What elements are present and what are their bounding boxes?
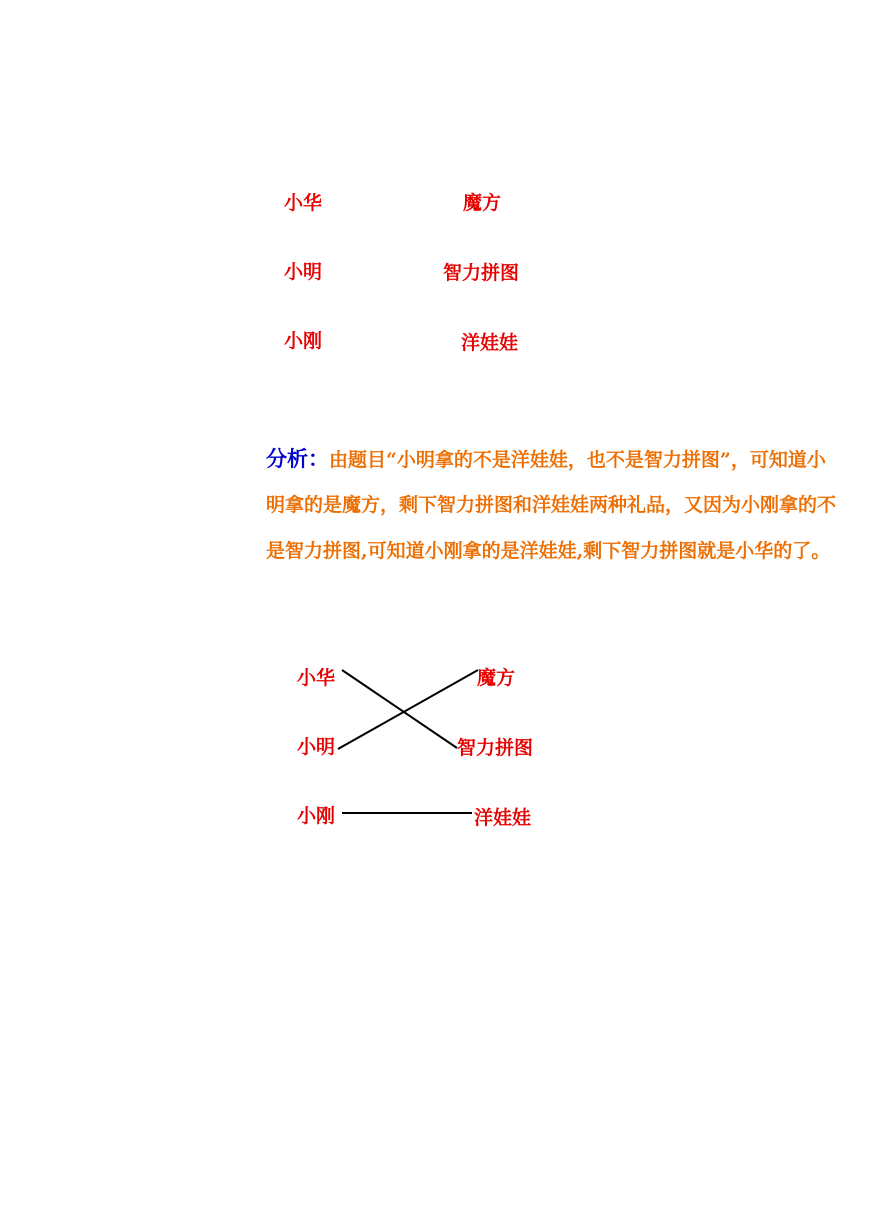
question-name-xiaohua: 小华 <box>284 192 323 214</box>
question-gift-puzzle: 智力拼图 <box>443 262 520 284</box>
question-gift-rubiks-cube: 魔方 <box>463 192 502 214</box>
answer-name-xiaoming: 小明 <box>297 736 336 758</box>
question-name-xiaoming: 小明 <box>284 261 323 283</box>
answer-gift-doll: 洋娃娃 <box>474 807 532 829</box>
answer-name-xiaohua: 小华 <box>297 667 336 689</box>
analysis-line-3: 是智力拼图,可知道小刚拿的是洋娃娃,剩下智力拼图就是小华的了。 <box>266 540 831 562</box>
analysis-line-2: 明拿的是魔方，剩下智力拼图和洋娃娃两种礼品，又因为小刚拿的不 <box>266 494 837 516</box>
question-name-xiaogang: 小刚 <box>284 330 323 352</box>
question-gift-doll: 洋娃娃 <box>461 332 519 354</box>
answer-name-xiaogang: 小刚 <box>297 805 336 827</box>
analysis-label: 分析： <box>266 446 329 471</box>
answer-gift-puzzle: 智力拼图 <box>457 737 534 759</box>
answer-gift-rubiks-cube: 魔方 <box>477 667 516 689</box>
analysis-text-1: 由题目“小明拿的不是洋娃娃，也不是智力拼图”，可知道小 <box>329 449 826 471</box>
